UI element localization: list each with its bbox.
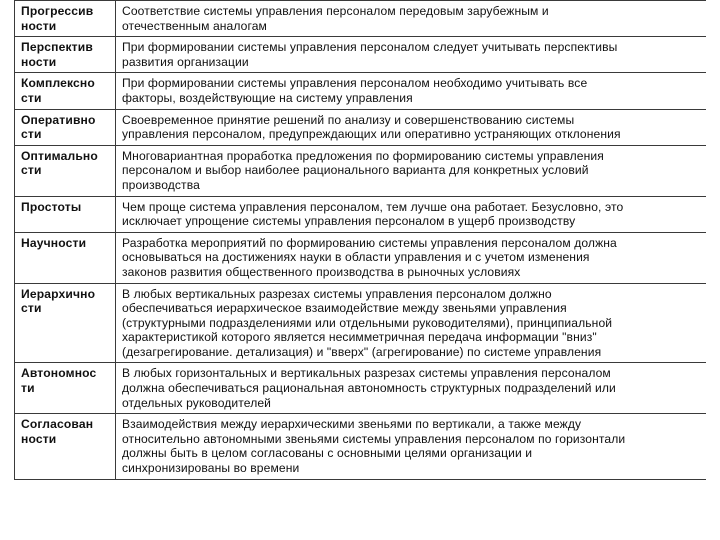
principle-name: Прогрессив ности <box>15 1 116 37</box>
table-row <box>15 196 707 232</box>
principle-name: Оптимально сти <box>15 145 116 196</box>
principle-description: При формировании системы управления персоналом необходимо учитывать все факторы, воздействующие на систему управления <box>116 73 707 109</box>
principle-description: Соответствие системы управления персоналом передовым зарубежным и отечественным аналогам <box>116 1 707 37</box>
principle-description: Чем проще система управления персоналом, тем лучше она работает. Безусловно, это исключает упрощение системы управления персоналом в ущерб производству <box>116 196 707 232</box>
principles-table <box>14 0 706 480</box>
principle-name: Простоты <box>15 196 116 232</box>
principle-name: Научности <box>15 232 116 283</box>
table-row <box>15 109 707 145</box>
principle-description: В любых вертикальных разрезах системы управления персоналом должно обеспечиваться иерархическое взаимодействие между звеньями управления (структурными подразделениями или отдельными руководителями), принципиальной характеристикой которого является несимметричная передача информации "вниз" (дезагрегирование. детализация) и "вверх" (агрегирование) по системе управления <box>116 283 707 363</box>
table-row <box>15 363 707 414</box>
table-row <box>15 283 707 363</box>
principle-name: Комплексно сти <box>15 73 116 109</box>
principle-name: Оперативно сти <box>15 109 116 145</box>
principle-description: Взаимодействия между иерархическими звеньями по вертикали, а также между относительно автономными звеньями системы управления персоналом по горизонтали должны быть в целом согласованы с основными целями организации и синхронизированы во времени <box>116 414 707 479</box>
principle-description: В любых горизонтальных и вертикальных разрезах системы управления персоналом должна обеспечиваться рациональная автономность структурных подразделений или отдельных руководителей <box>116 363 707 414</box>
table-row <box>15 414 707 479</box>
document-page <box>14 0 706 540</box>
principle-name: Иерархично сти <box>15 283 116 363</box>
principle-description: Своевременное принятие решений по анализу и совершенствованию системы управления персоналом, предупреждающих или оперативно устраняющих отклонения <box>116 109 707 145</box>
principle-description: При формировании системы управления персоналом следует учитывать перспективы развития организации <box>116 37 707 73</box>
table-row <box>15 1 707 37</box>
principle-description: Многовариантная проработка предложения по формированию системы управления персоналом и выбор наиболее рационального варианта для конкретных условий производства <box>116 145 707 196</box>
principle-description: Разработка мероприятий по формированию системы управления персоналом должна основываться на достижениях науки в области управления и с учетом изменения законов развития общественного производства в рыночных условиях <box>116 232 707 283</box>
table-row <box>15 37 707 73</box>
table-row <box>15 232 707 283</box>
principle-name: Перспектив ности <box>15 37 116 73</box>
principle-name: Автономнос ти <box>15 363 116 414</box>
table-row <box>15 145 707 196</box>
table-row <box>15 73 707 109</box>
principle-name: Согласован ности <box>15 414 116 479</box>
